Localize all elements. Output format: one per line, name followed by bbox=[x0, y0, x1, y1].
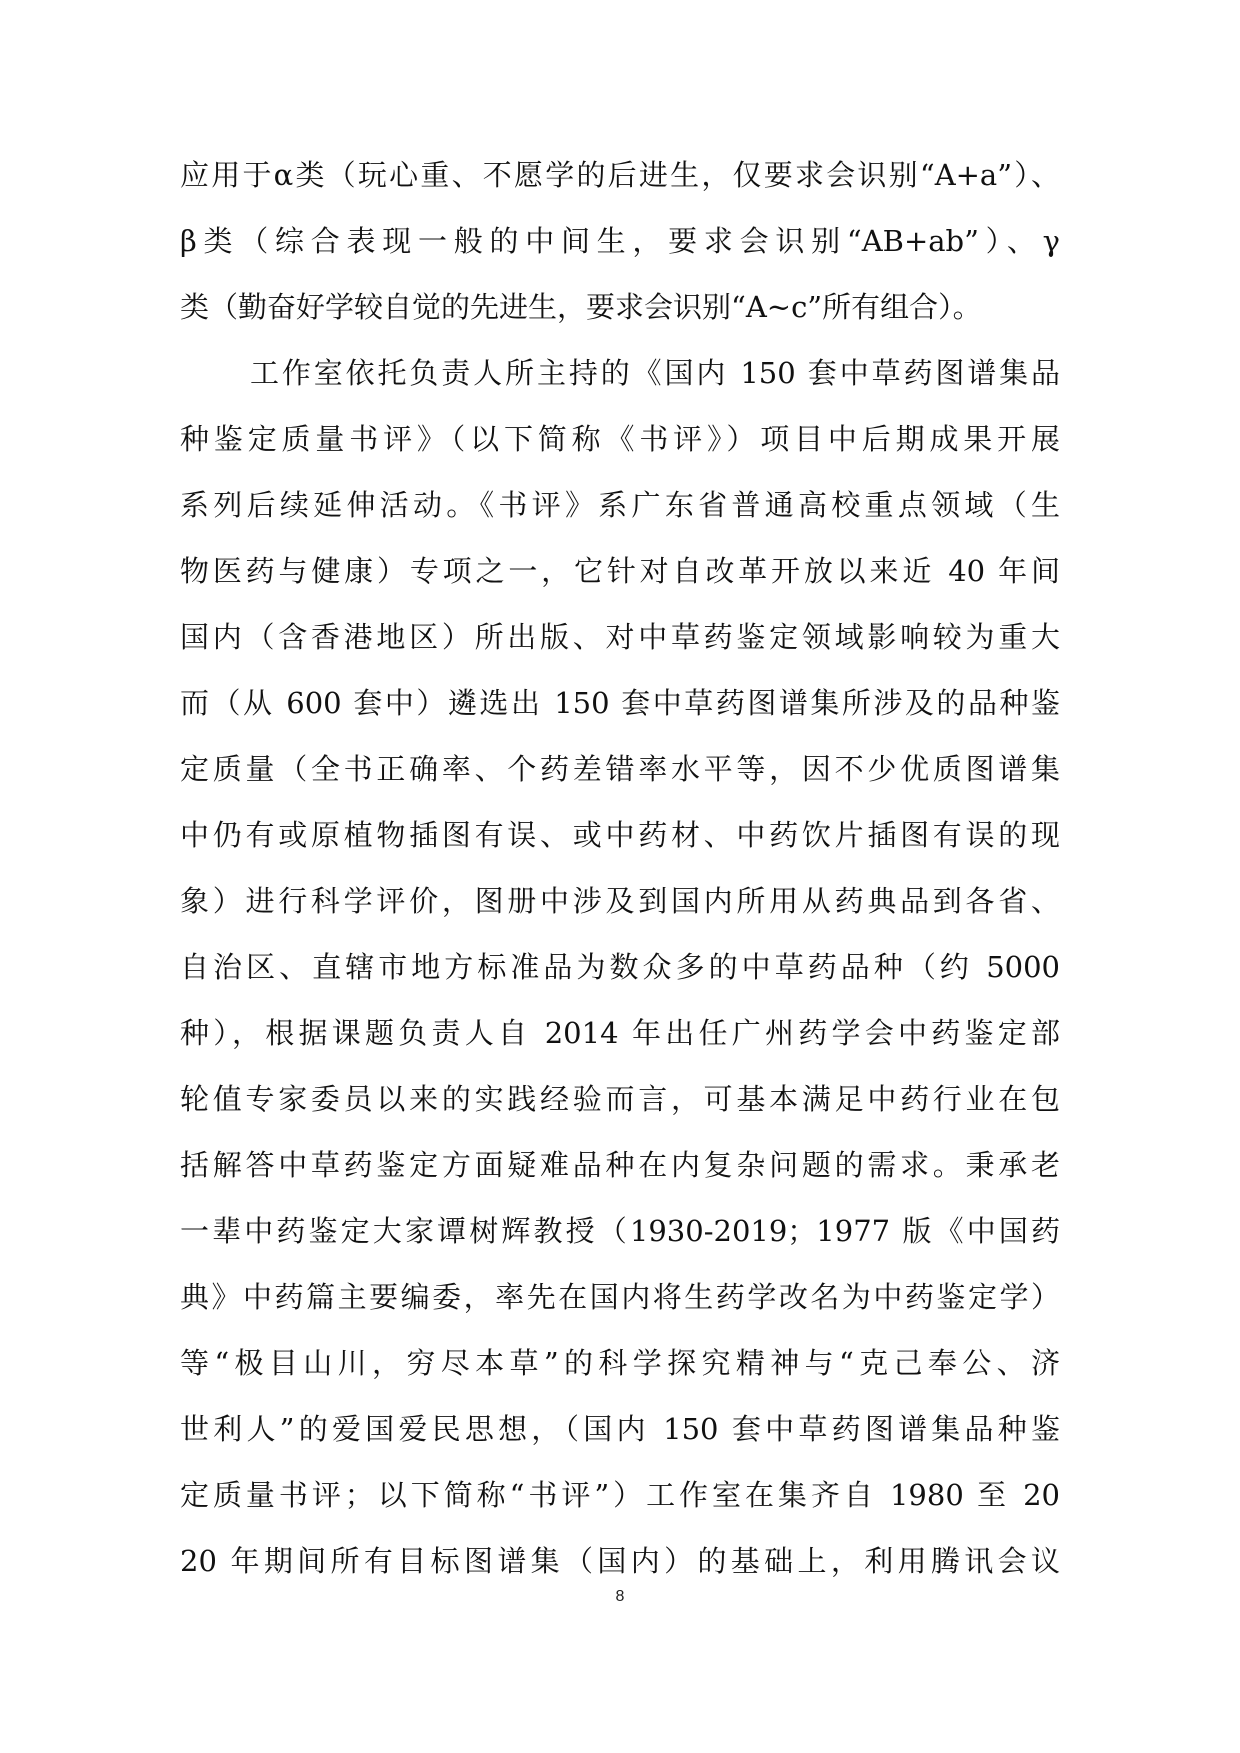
text-line: 括解答中草药鉴定方面疑难品种在内复杂问题的需求。秉承老 bbox=[180, 1148, 1060, 1182]
text-line: 轮值专家委员以来的实践经验而言，可基本满足中药行业在包 bbox=[180, 1082, 1060, 1116]
text-line: 类（勤奋好学较自觉的先进生，要求会识别“A~c”所有组合）。 bbox=[180, 290, 982, 324]
text-line: 自治区、直辖市地方标准品为数众多的中草药品种（约 5000 bbox=[180, 950, 1060, 984]
text-line: 国内（含香港地区）所出版、对中草药鉴定领域影响较为重大 bbox=[180, 620, 1060, 654]
text-line: 等“极目山川，穷尽本草”的科学探究精神与“克己奉公、济 bbox=[180, 1346, 1060, 1380]
text-line: 20 年期间所有目标图谱集（国内）的基础上，利用腾讯会议 bbox=[180, 1544, 1060, 1578]
paragraph-first-line: 工作室依托负责人所主持的《国内 150 套中草药图谱集品 bbox=[250, 356, 1060, 390]
text-line: 世利人”的爱国爱民思想，（国内 150 套中草药图谱集品种鉴 bbox=[180, 1412, 1060, 1446]
text-line: 象）进行科学评价，图册中涉及到国内所用从药典品到各省、 bbox=[180, 884, 1060, 918]
text-line: 种），根据课题负责人自 2014 年出任广州药学会中药鉴定部 bbox=[180, 1016, 1060, 1050]
text-line: β类（综合表现一般的中间生，要求会识别“AB+ab”）、γ bbox=[180, 224, 1060, 258]
text-line: 中仍有或原植物插图有误、或中药材、中药饮片插图有误的现 bbox=[180, 818, 1060, 852]
text-line: 定质量书评；以下简称“书评”）工作室在集齐自 1980 至 20 bbox=[180, 1478, 1060, 1512]
text-line: 系列后续延伸活动。《书评》系广东省普通高校重点领域（生 bbox=[180, 488, 1060, 522]
text-line: 典》中药篇主要编委，率先在国内将生药学改名为中药鉴定学） bbox=[180, 1280, 1060, 1314]
text-line: 种鉴定质量书评》（以下简称《书评》）项目中后期成果开展 bbox=[180, 422, 1060, 456]
page-number: 8 bbox=[615, 1588, 625, 1605]
text-line: 应用于α类（玩心重、不愿学的后进生，仅要求会识别“A+a”）、 bbox=[180, 158, 1060, 192]
text-line: 定质量（全书正确率、个药差错率水平等，因不少优质图谱集 bbox=[180, 752, 1060, 786]
body-text bbox=[180, 142, 1060, 1594]
text-line: 一辈中药鉴定大家谭树辉教授（1930-2019；1977 版《中国药 bbox=[180, 1214, 1060, 1248]
text-line: 物医药与健康）专项之一，它针对自改革开放以来近 40 年间 bbox=[180, 554, 1060, 588]
text-line: 而（从 600 套中）遴选出 150 套中草药图谱集所涉及的品种鉴 bbox=[180, 686, 1060, 720]
